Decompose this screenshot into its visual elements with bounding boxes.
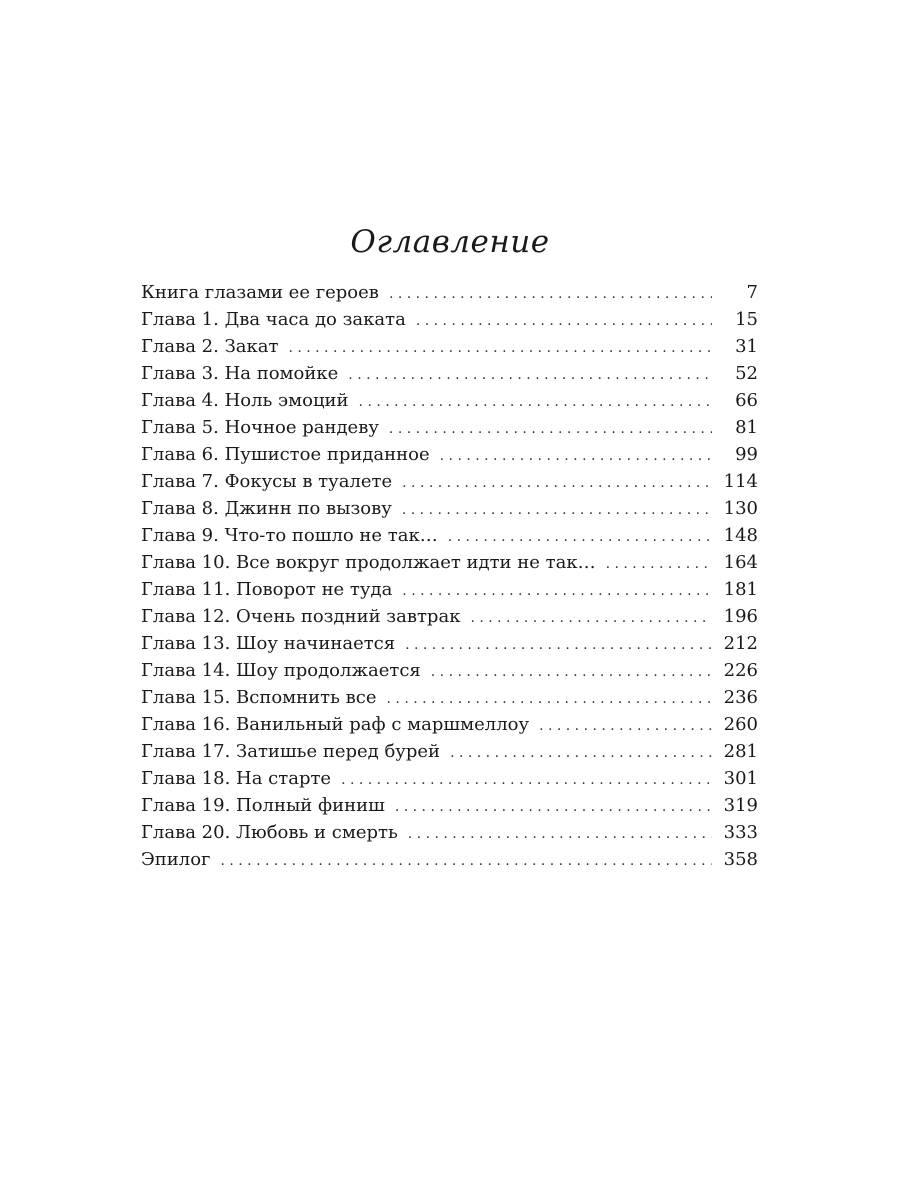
toc-entry-page-number: 130 (723, 498, 758, 519)
toc-entry-label: Эпилог (141, 849, 211, 870)
toc-entry-page-number: 52 (735, 363, 758, 384)
toc-entry (141, 495, 758, 522)
toc-entry (141, 468, 758, 495)
toc-entry-page-number: 114 (723, 471, 758, 492)
dot-leader (395, 794, 712, 821)
toc-entry-label: Глава 13. Шоу начинается (141, 633, 396, 654)
toc-entry-label: Глава 19. Полный финиш (141, 795, 385, 816)
toc-entry-page-number: 281 (723, 741, 758, 762)
dot-leader (389, 416, 712, 443)
toc-entry (141, 387, 758, 414)
toc-entry (141, 549, 758, 576)
toc-entry-page-number: 358 (723, 849, 758, 870)
toc-entry-label: Глава 5. Ночное рандеву (141, 417, 379, 438)
toc-entry-label: Глава 1. Два часа до заката (141, 309, 406, 330)
toc-entry (141, 441, 758, 468)
toc-entry (141, 657, 758, 684)
toc-entry-label: Глава 17. Затишье перед бурей (141, 741, 441, 762)
toc-entry-label: Глава 10. Все вокруг продолжает идти не так… (141, 552, 596, 573)
toc-entry-label: Глава 3. На помойке (141, 363, 339, 384)
dot-leader (431, 659, 712, 686)
dot-leader (405, 632, 712, 659)
toc-entry-label: Глава 11. Поворот не туда (141, 579, 393, 600)
dot-leader (408, 821, 712, 848)
toc-entry-label: Глава 12. Очень поздний завтрак (141, 606, 461, 627)
dot-leader (389, 281, 712, 308)
dot-leader (359, 389, 712, 416)
toc-entry-page-number: 81 (735, 417, 758, 438)
toc-entry-page-number: 181 (723, 579, 758, 600)
toc-entry-label: Книга глазами ее героев (141, 282, 379, 303)
dot-leader (348, 362, 712, 389)
toc-entry (141, 630, 758, 657)
toc-entry-label: Глава 7. Фокусы в туалете (141, 471, 393, 492)
toc-entry (141, 819, 758, 846)
toc-entry-label: Глава 14. Шоу продолжается (141, 660, 421, 681)
toc-entry (141, 846, 758, 873)
toc-title: Оглавление (350, 224, 550, 260)
toc-entry (141, 522, 758, 549)
toc-entry (141, 738, 758, 765)
toc-entry-label: Глава 16. Ванильный раф с маршмеллоу (141, 714, 530, 735)
dot-leader (606, 551, 712, 578)
toc-entry-label: Глава 2. Закат (141, 336, 279, 357)
toc-entry-label: Глава 6. Пушистое приданное (141, 444, 430, 465)
toc-entry-label: Глава 9. Что-то пошло не так… (141, 525, 438, 546)
toc-entry (141, 333, 758, 360)
toc-entry-page-number: 164 (723, 552, 758, 573)
dot-leader (387, 686, 712, 713)
toc-entry-page-number: 66 (735, 390, 758, 411)
toc-entry (141, 279, 758, 306)
dot-leader (539, 713, 712, 740)
dot-leader (288, 335, 712, 362)
toc-entry-page-number: 260 (723, 714, 758, 735)
toc-entry (141, 684, 758, 711)
toc-entry (141, 306, 758, 333)
toc-entry-label: Глава 8. Джинн по вызову (141, 498, 392, 519)
dot-leader (402, 470, 712, 497)
dot-leader (402, 578, 712, 605)
toc-entry (141, 603, 758, 630)
toc-entry-page-number: 7 (746, 282, 758, 303)
toc-entry-page-number: 99 (735, 444, 758, 465)
dot-leader (470, 605, 712, 632)
toc-list (141, 279, 758, 873)
dot-leader (416, 308, 712, 335)
toc-entry (141, 414, 758, 441)
dot-leader (341, 767, 712, 794)
dot-leader (450, 740, 712, 767)
dot-leader (448, 524, 712, 551)
toc-entry-page-number: 15 (735, 309, 758, 330)
toc-entry-label: Глава 20. Любовь и смерть (141, 822, 398, 843)
toc-entry (141, 711, 758, 738)
toc-entry-page-number: 148 (723, 525, 758, 546)
toc-entry-page-number: 212 (723, 633, 758, 654)
toc-entry-label: Глава 18. На старте (141, 768, 332, 789)
toc-entry (141, 360, 758, 387)
toc-entry-page-number: 319 (723, 795, 758, 816)
toc-entry-page-number: 333 (723, 822, 758, 843)
toc-entry-page-number: 196 (723, 606, 758, 627)
toc-entry-page-number: 31 (735, 336, 758, 357)
toc-entry (141, 576, 758, 603)
toc-entry-label: Глава 4. Ноль эмоций (141, 390, 349, 411)
dot-leader (440, 443, 712, 470)
toc-entry-page-number: 301 (723, 768, 758, 789)
toc-entry-page-number: 236 (723, 687, 758, 708)
dot-leader (402, 497, 712, 524)
toc-entry (141, 792, 758, 819)
dot-leader (220, 848, 712, 875)
toc-entry (141, 765, 758, 792)
toc-entry-page-number: 226 (723, 660, 758, 681)
toc-entry-label: Глава 15. Вспомнить все (141, 687, 377, 708)
